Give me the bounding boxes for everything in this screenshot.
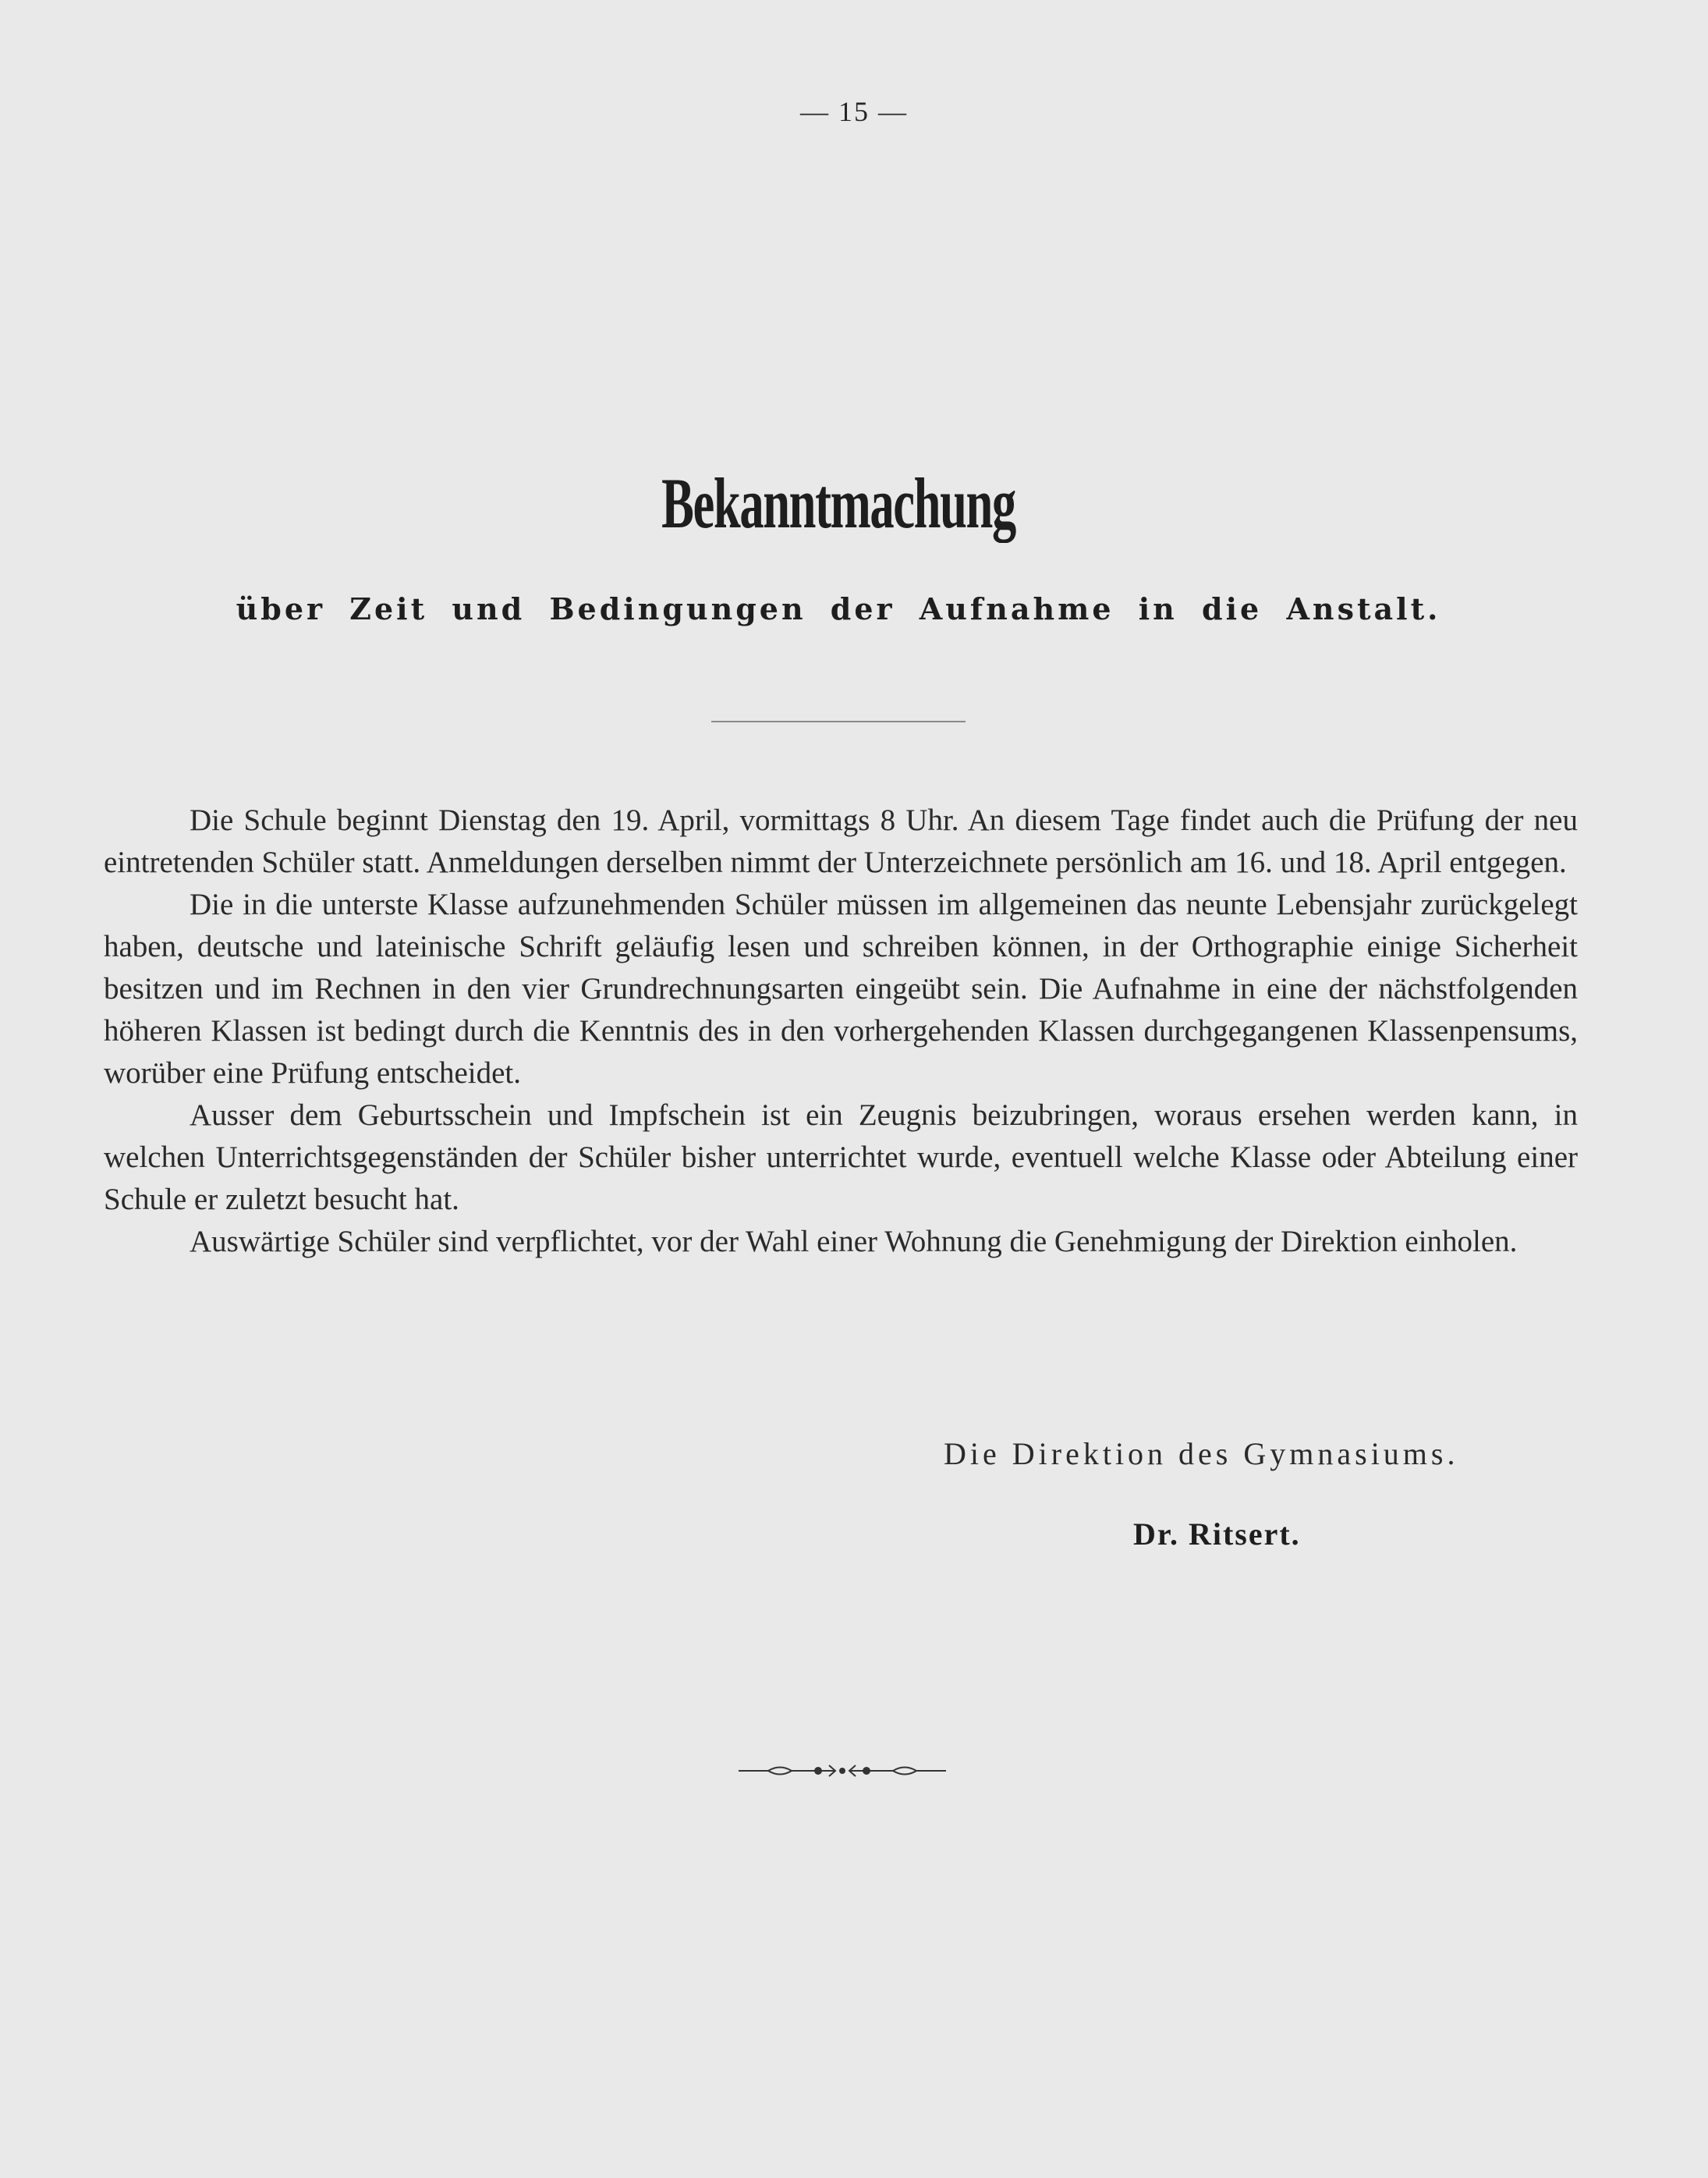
paragraph-documents: Ausser dem Geburtsschein und Impfschein ist ein Zeugnis beizubringen, woraus ersehen werden kann, in welchen Unterrichtsgegenständen der Schüler bisher unterrichtet wurde, eventuell welche Klasse oder Abteilung einer Schule er zuletzt besucht hat. — [104, 1098, 1578, 1216]
page-number: — 15 — — [800, 96, 908, 127]
paragraph-admission-requirements: Die in die unterste Klasse aufzunehmenden Schüler müssen im allgemeinen das neunte Lebensjahr zurückgelegt haben, deutsche und lateinische Schrift geläufig lesen und schreiben können, in der Orthographie einige Sicherheit besitzen und im Rechnen in den vier Grundrechnungsarten eingeübt sein. Die Aufnahme in eine der nächstfolgenden höheren Klassen ist bedingt durch die Kenntnis des in den vorhergehenden Klassen durchgegangenen Klassenpensums, worüber eine Prüfung entscheidet. — [104, 888, 1578, 1090]
signature-name: Dr. Ritsert. — [1133, 1516, 1301, 1552]
page-title: Bekanntmachung — [661, 463, 1015, 543]
page-subtitle: über Zeit und Bedingungen der Aufnahme in die Anstalt. — [236, 591, 1441, 626]
signature-organization: Die Direktion des Gymnasiums. — [944, 1436, 1459, 1471]
announcement-body — [104, 800, 1578, 1263]
decorative-flourish-icon — [737, 1759, 948, 1782]
paragraph-external-students: Auswärtige Schüler sind verpflichtet, vor der Wahl einer Wohnung die Genehmigung der Direktion einholen. — [190, 1225, 1518, 1258]
divider-rule — [711, 721, 966, 722]
paragraph-school-start: Die Schule beginnt Dienstag den 19. April, vormittags 8 Uhr. An diesem Tage findet auch die Prüfung der neu eintretenden Schüler statt. Anmeldungen derselben nimmt der Unterzeichnete persönlich am 16. und 18. April entgegen. — [104, 803, 1578, 879]
